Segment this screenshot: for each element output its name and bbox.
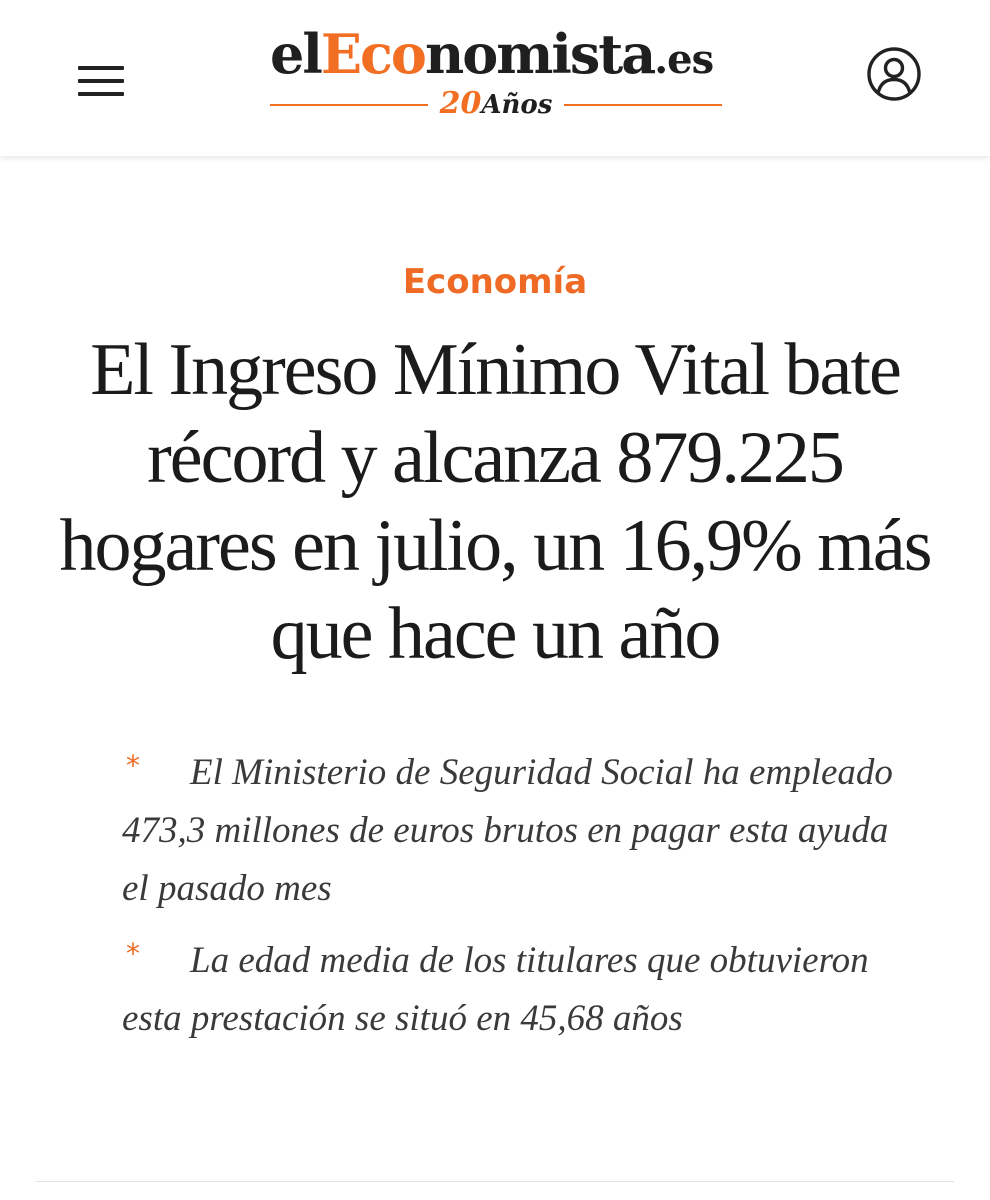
asterisk-bullet-icon: *	[126, 749, 140, 782]
article-summary-list	[122, 744, 922, 1062]
hamburger-menu-icon-bar	[78, 79, 124, 83]
user-account-icon	[866, 46, 922, 102]
divider	[36, 1181, 954, 1182]
summary-item	[122, 932, 922, 1048]
logo-tld: .es	[654, 36, 714, 83]
user-account-button[interactable]	[866, 46, 922, 102]
logo-rule-right	[564, 104, 722, 106]
hamburger-menu-icon	[78, 66, 124, 70]
article-headline: El Ingreso Mínimo Vital bate récord y alcanza 879.225 hogares en julio, un 16,9% más que hace un año	[59, 329, 931, 675]
logo-accent: Eco	[320, 22, 425, 86]
logo-anniversary-word: Años	[481, 90, 553, 120]
logo-rule-left	[270, 104, 428, 106]
logo-prefix: el	[270, 22, 321, 86]
section-link[interactable]: Economía	[402, 262, 588, 302]
summary-item-text: El Ministerio de Seguridad Social ha empleado 473,3 millones de euros brutos en pagar esta ayuda el pasado mes	[122, 752, 893, 909]
logo-anniversary	[436, 86, 556, 123]
asterisk-bullet-icon: *	[126, 937, 140, 970]
logo-wordmark	[270, 22, 713, 92]
hamburger-menu-icon-bar	[78, 92, 124, 96]
summary-item	[122, 744, 922, 918]
logo-anniversary-number: 20	[439, 86, 482, 121]
summary-item-text: La edad media de los titulares que obtuvieron esta prestación se situó en 45,68 años	[122, 940, 869, 1039]
site-header	[0, 0, 990, 156]
site-logo[interactable]	[270, 22, 722, 132]
menu-button[interactable]	[78, 66, 124, 98]
logo-middle: nomista	[424, 22, 655, 86]
